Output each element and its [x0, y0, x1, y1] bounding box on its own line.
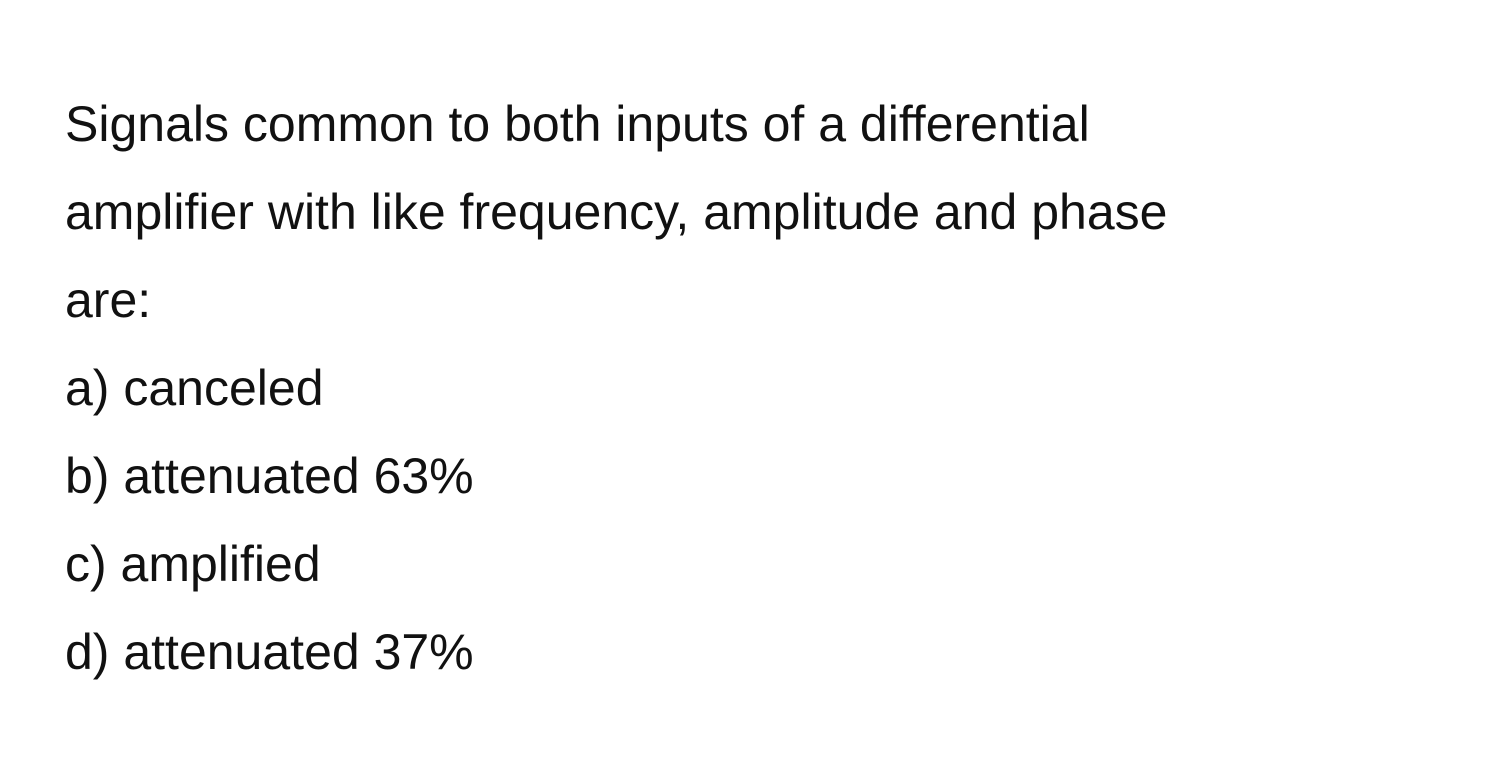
option-b: b) attenuated 63%	[65, 448, 474, 504]
option-d: d) attenuated 37%	[65, 624, 474, 680]
question-block	[65, 80, 1465, 696]
option-c: c) amplified	[65, 536, 321, 592]
option-a: a) canceled	[65, 360, 324, 416]
question-text-line-3: are:	[65, 272, 152, 328]
question-text-line-1: Signals common to both inputs of a differential	[65, 96, 1090, 152]
question-text-line-2: amplifier with like frequency, amplitude and phase	[65, 184, 1168, 240]
